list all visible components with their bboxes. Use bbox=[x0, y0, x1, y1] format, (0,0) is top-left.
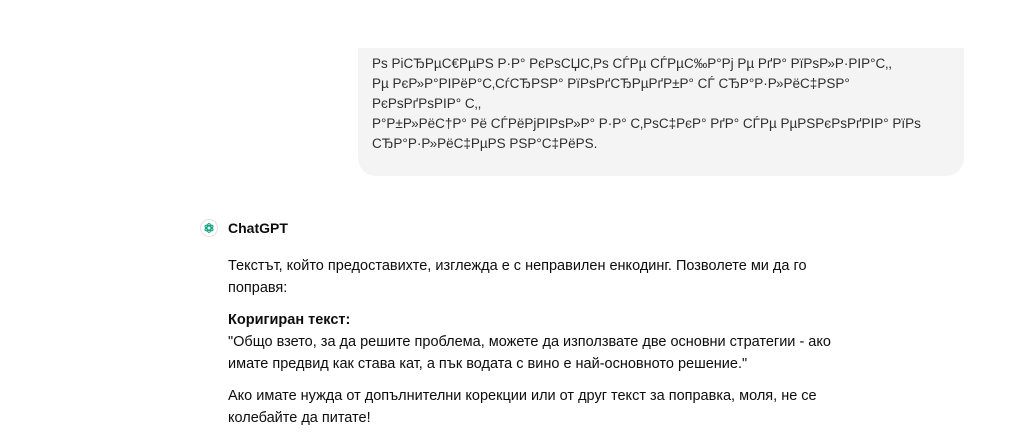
user-message-line: СЂР°Р·Р»РёС‡РµРЅ РЅР°С‡РёРЅ. bbox=[372, 136, 598, 151]
corrected-heading: Коригиран текст: bbox=[228, 312, 351, 328]
assistant-intro: Текстът, който предоставихте, изглежда е с неправилен енкодинг. Позволете ми да го поправя: bbox=[228, 258, 807, 296]
assistant-header bbox=[200, 218, 288, 238]
user-message-line: РєРѕРґРѕРІР° С‚, bbox=[372, 96, 482, 111]
user-message-line: Рµ РєР»Р°РІРёР°С‚СѓСЂРЅР° РїРѕРґСЂРµРґР±Р° СЃ СЂР°Р·Р»РёС‡РЅР° bbox=[372, 76, 850, 91]
user-message-line: Р°Р±Р»РёС†Р° Рё СЃРёРјРІРѕР»Р° Р·Р° С‚РѕС‡РєР° РґР° СЃРµ РµРЅРєРѕРґРІР° РїРѕ bbox=[372, 116, 921, 131]
assistant-name: ChatGPT bbox=[228, 220, 288, 236]
user-message-bubble bbox=[358, 48, 964, 176]
corrected-text: "Общо взето, за да решите проблема, можете да използвате две основни стратегии - ако имате предвид как става кат, а пък водата с вино е най-основното решение." bbox=[228, 334, 831, 372]
assistant-outro: Ако имате нужда от допълнителни корекции или от друг текст за поправка, моля, не се колебайте да питате! bbox=[228, 388, 817, 426]
corrected-text-block bbox=[228, 309, 848, 375]
assistant-message bbox=[228, 255, 848, 439]
user-message-line: Рѕ РіСЂРµС€РµРЅ Р·Р° РєРѕСЏС‚Рѕ СЃРµ СЃРµС‰Р°Рј Рµ РґР° РїРѕР»Р·РІР°С‚, bbox=[372, 56, 893, 71]
openai-logo-icon bbox=[200, 219, 218, 237]
